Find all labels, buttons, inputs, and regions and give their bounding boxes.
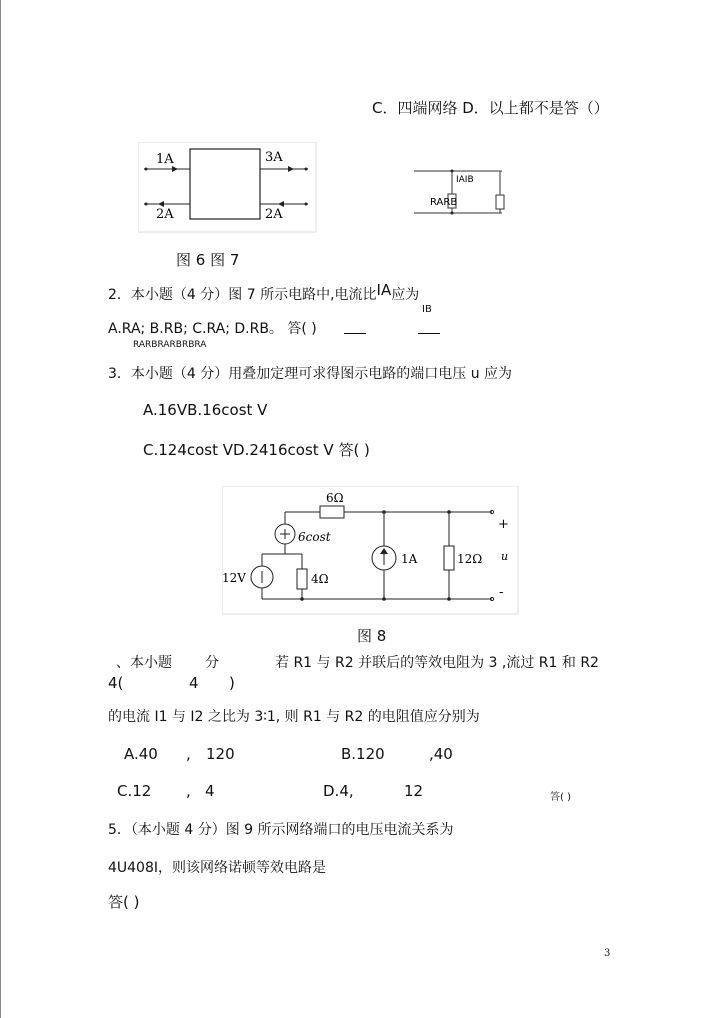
question-4-score: 4 (189, 674, 199, 692)
option-c-r1: C.12 (117, 782, 152, 800)
fig8-1a-label: 1A (401, 552, 418, 566)
option-b-r1: B.120 (341, 745, 385, 763)
question-4-line1a: 、本小题 (116, 655, 172, 671)
fig6-label-2a-left: 2A (156, 207, 174, 222)
fig8-r12-label: 12Ω (457, 552, 483, 566)
fig6-label-3a: 3A (265, 150, 283, 165)
question-5-line2: 4U408I，则该网络诺顿等效电路是 (108, 860, 327, 876)
fig7-current-label: IAIB (456, 175, 474, 185)
figure-7 (410, 158, 520, 220)
question-3-options-cd: C.124cost VD.2416cost V 答( ) (143, 441, 370, 459)
figure-6 (138, 142, 318, 234)
fig8-r4-label: 4Ω (311, 572, 329, 586)
question-4-number: 4( (108, 674, 124, 692)
figure-8 (222, 486, 520, 616)
option-a-sep: , (186, 745, 191, 763)
question-5-answer: 答( ) (108, 893, 140, 911)
option-c-sep: , (186, 782, 191, 800)
question-4-line1c: 若 R1 与 R2 并联后的等效电阻为 3 ,流过 R1 和 R2 (275, 655, 599, 671)
figure-caption-8: 图 8 (357, 627, 387, 645)
question-2-ib: IB (422, 304, 432, 315)
answer-line-2 (418, 333, 440, 334)
question-2-denominators: RARBRARBRBRA (133, 340, 207, 350)
option-b-r2: ,40 (429, 745, 453, 763)
question-3-text: 3．本小题（4 分）用叠加定理可求得图示电路的端口电压 u 应为 (108, 366, 513, 382)
fig8-u-label: u (501, 550, 509, 563)
fig8-r6-label: 6Ω (326, 491, 344, 505)
question-4-answer: 答( ) (550, 792, 571, 803)
option-d-r2: 12 (404, 782, 424, 800)
question-1-options: C．四端网络 D．以上都不是答（） (372, 99, 609, 117)
option-a-r2: 120 (206, 745, 235, 763)
fig8-src-label: 6cost (298, 530, 331, 544)
question-4-line1b: 分 (205, 655, 219, 671)
fig6-label-2a-right: 2A (265, 207, 283, 222)
fig7-resistor-label: RARB (430, 197, 458, 208)
option-a-r1: A.40 (124, 745, 158, 763)
option-d-r1: D.4, (323, 782, 354, 800)
figure-caption-6-7: 图 6 图 7 (176, 251, 240, 269)
page-number: 3 (604, 948, 611, 959)
fig8-minus: - (499, 585, 504, 600)
question-4-paren: ) (229, 674, 235, 692)
option-c-r2: 4 (205, 782, 215, 800)
fig6-label-1a: 1A (156, 152, 174, 167)
question-5-line1: 5．（本小题 4 分）图 9 所示网络端口的电压电流关系为 (108, 822, 454, 838)
question-4-line2: 的电流 I1 与 I2 之比为 3∶1, 则 R1 与 R2 的电阻值应分别为 (108, 709, 480, 725)
question-3-options-ab: A.16VB.16cost V (143, 401, 268, 419)
fig8-plus: + (498, 517, 509, 532)
question-2-text: 2．本小题（4 分）图 7 所示电路中,电流比IA应为 (108, 281, 420, 303)
question-2-options: A.RA; B.RB; C.RA; D.RB。 答( ) (108, 321, 317, 337)
fig8-12v-label: 12V (222, 571, 246, 585)
answer-line-1 (344, 333, 366, 334)
